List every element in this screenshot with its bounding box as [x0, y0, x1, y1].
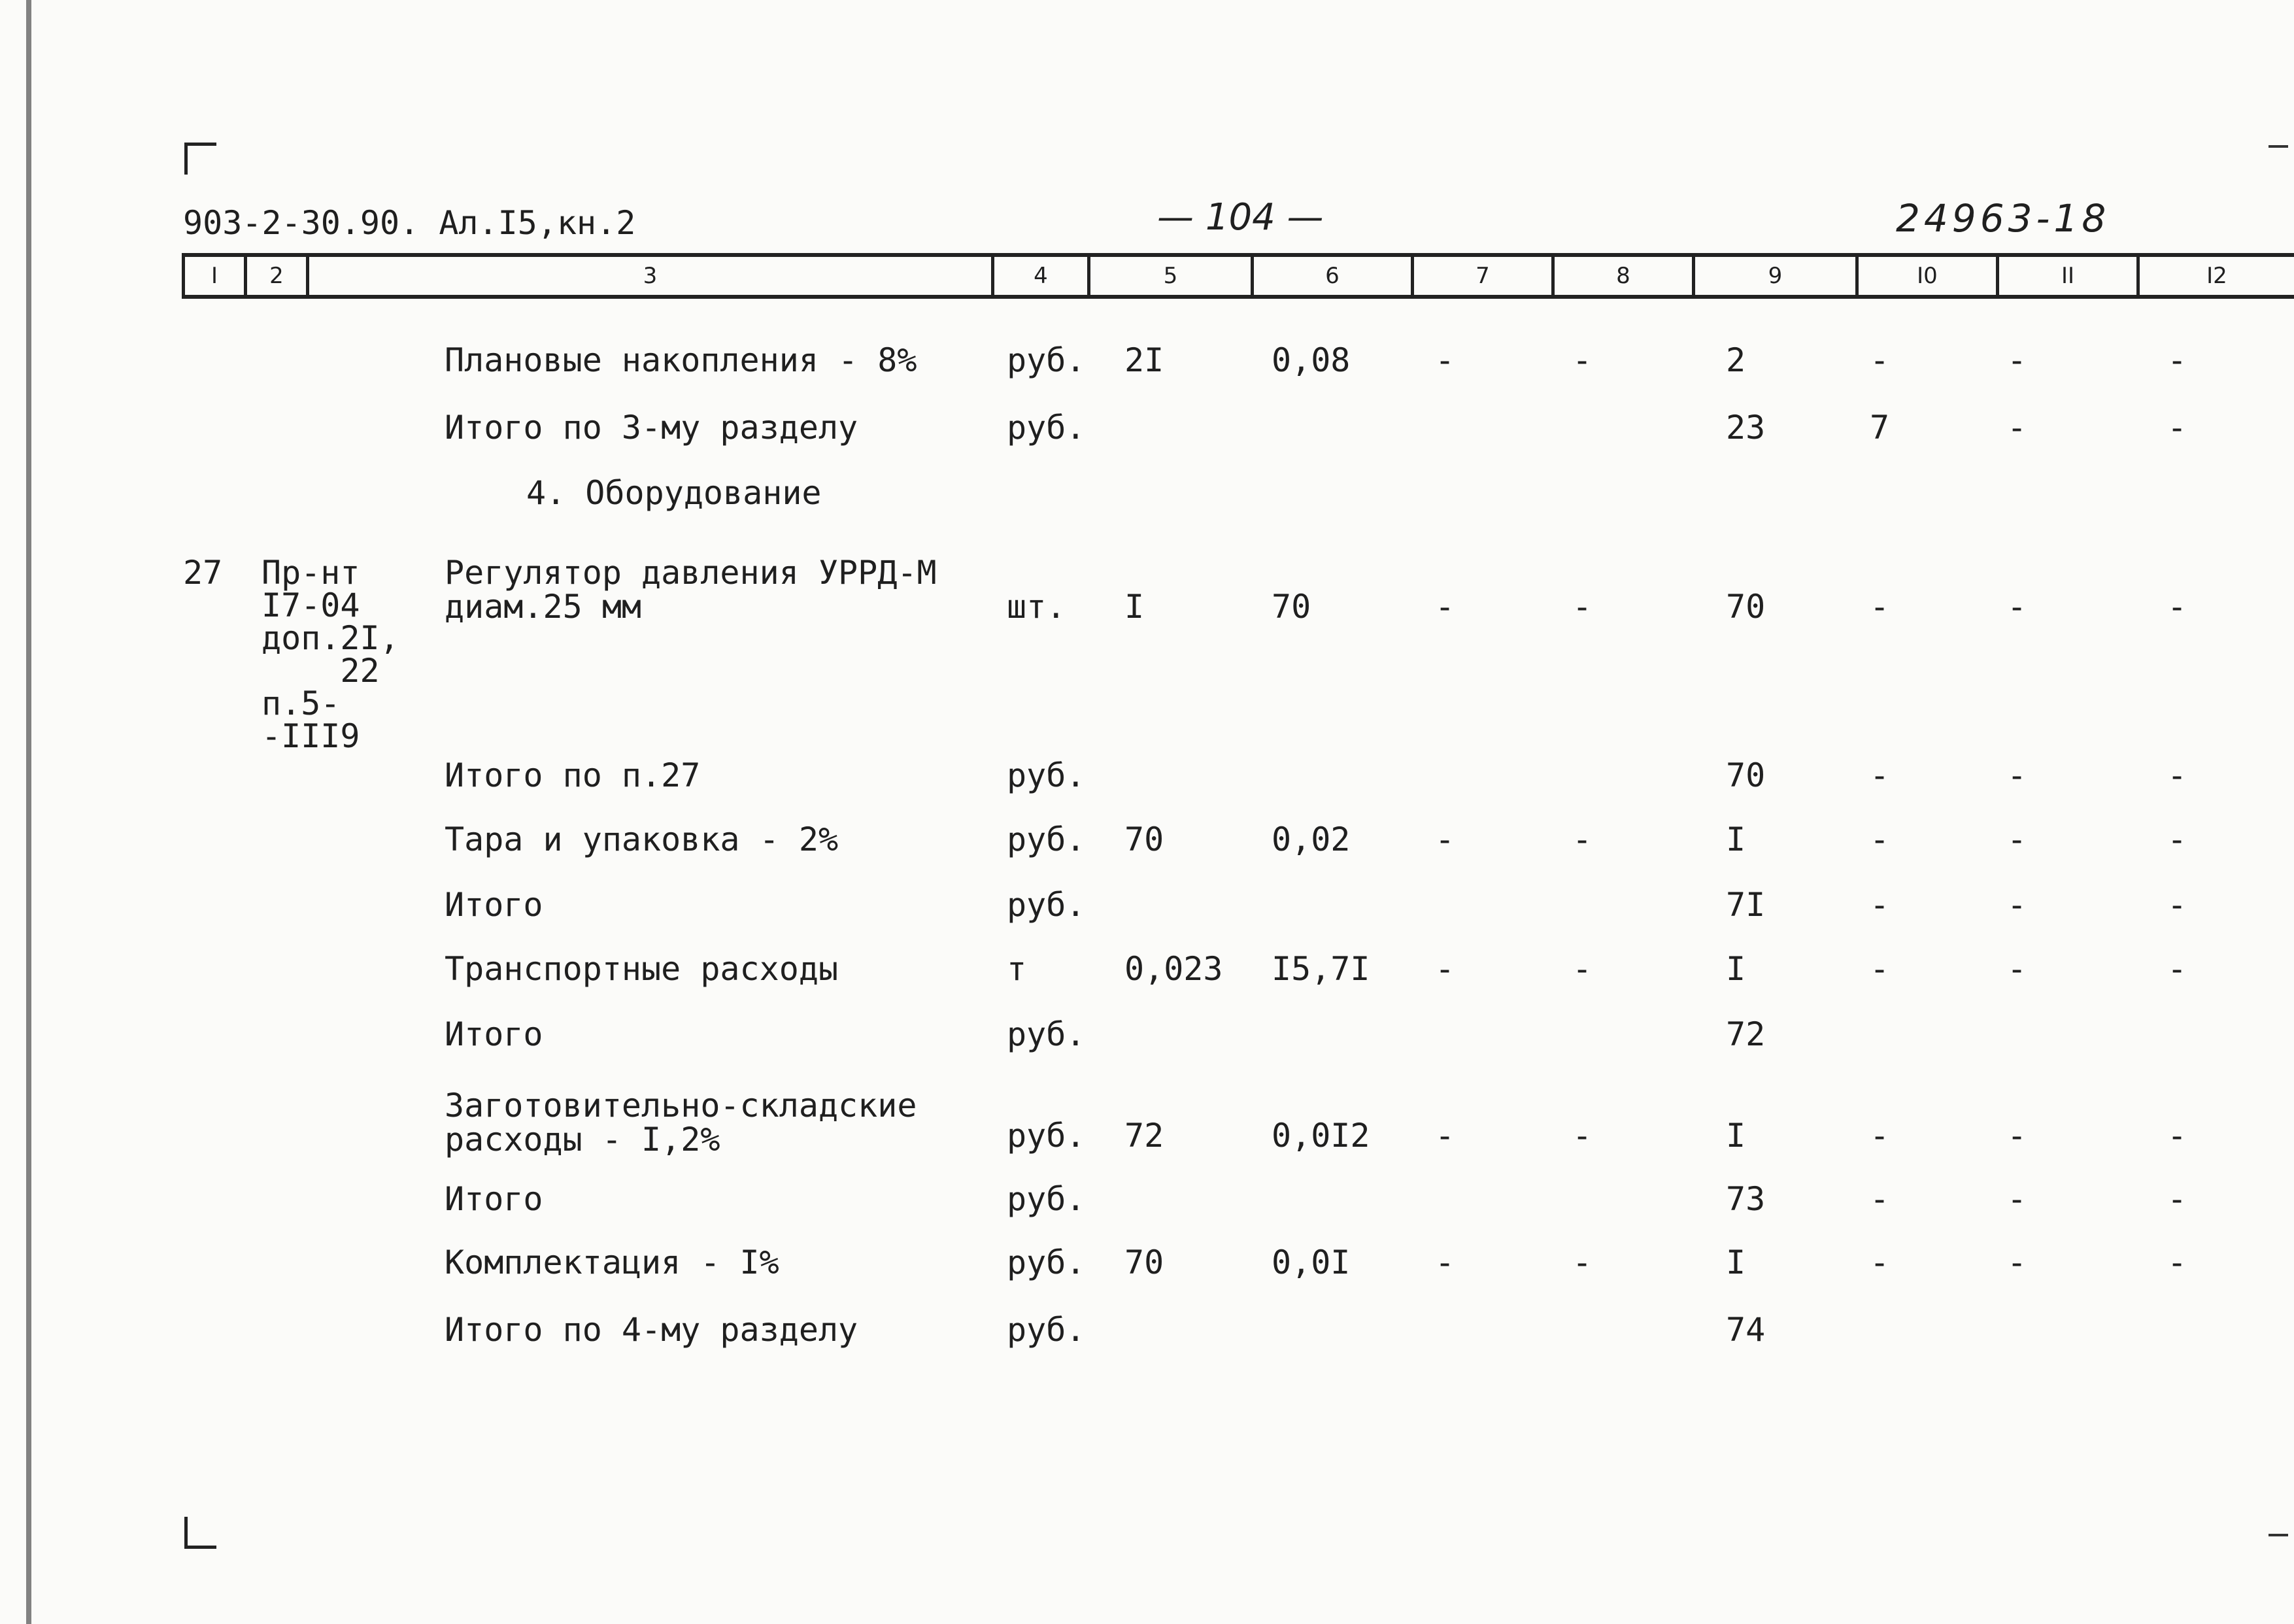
value-c10: - [1870, 1243, 1890, 1281]
item-name-line: Регулятор давления УРРД-М [445, 554, 937, 592]
value-c5: I [1124, 588, 1145, 626]
value-c11: - [2007, 756, 2027, 794]
value-c9: 70 [1726, 756, 1766, 794]
item-name-line: расходы - I,2% [445, 1121, 720, 1159]
value-c9: 70 [1726, 588, 1766, 626]
unit-cell: руб. [1007, 409, 1086, 447]
edge-tick-top-right [2269, 145, 2288, 148]
price-reference-line: п.5- [261, 685, 341, 722]
value-c5: 0,023 [1124, 950, 1223, 988]
value-c10: - [1870, 950, 1890, 988]
column-header-3: 3 [306, 257, 991, 295]
value-c11: - [2007, 1180, 2027, 1218]
value-c6: 0,0I2 [1272, 1117, 1370, 1155]
item-name: Тара и упаковка - 2% [445, 820, 839, 858]
column-header-12: I2 [2136, 257, 2294, 295]
corner-mark-top-left [184, 143, 216, 175]
value-c8: - [1572, 1243, 1593, 1281]
value-c12: - [2167, 1117, 2187, 1155]
value-c10: 7 [1870, 409, 1890, 447]
value-c6: 0,08 [1272, 341, 1351, 379]
value-c10: - [1870, 756, 1890, 794]
value-c5: 70 [1124, 1243, 1164, 1281]
value-c9: 72 [1726, 1015, 1766, 1053]
unit-cell: руб. [1007, 1015, 1086, 1053]
value-c6: 0,02 [1272, 820, 1351, 858]
value-c9: I [1726, 1243, 1746, 1281]
column-header-7: 7 [1411, 257, 1551, 295]
column-header-8: 8 [1551, 257, 1692, 295]
item-name: Транспортные расходы [445, 950, 839, 988]
item-name: Итого [445, 1180, 543, 1218]
value-c12: - [2167, 1243, 2187, 1281]
value-c8: - [1572, 341, 1593, 379]
value-c12: - [2167, 341, 2187, 379]
item-name: Комплектация - I% [445, 1243, 779, 1281]
value-c11: - [2007, 950, 2027, 988]
page-number: — 104 — [1157, 196, 1324, 239]
item-name: Итого [445, 886, 543, 924]
value-c11: - [2007, 1243, 2027, 1281]
column-header-4: 4 [991, 257, 1087, 295]
price-reference-line: Пр-нт [261, 554, 360, 592]
value-c5: 2I [1124, 341, 1164, 379]
value-c9: 74 [1726, 1311, 1766, 1349]
value-c12: - [2167, 820, 2187, 858]
value-c11: - [2007, 820, 2027, 858]
value-c7: - [1435, 588, 1455, 626]
column-header-11: II [1996, 257, 2136, 295]
sheet-number: 24963-18 [1896, 196, 2110, 241]
unit-cell: руб. [1007, 886, 1086, 924]
column-header-10: I0 [1855, 257, 1996, 295]
unit-cell: руб. [1007, 1311, 1086, 1349]
column-header-6: 6 [1251, 257, 1411, 295]
value-c6: I5,7I [1272, 950, 1370, 988]
value-c11: - [2007, 409, 2027, 447]
edge-tick-bottom-right [2269, 1534, 2288, 1536]
value-c9: 2 [1726, 341, 1746, 379]
item-name-line: диам.25 мм [445, 588, 642, 626]
value-c7: - [1435, 950, 1455, 988]
item-name: Итого [445, 1015, 543, 1053]
price-reference-line: 22 [261, 652, 380, 690]
value-c10: - [1870, 886, 1890, 924]
value-c6: 0,0I [1272, 1243, 1351, 1281]
value-c6: 70 [1272, 588, 1311, 626]
value-c5: 72 [1124, 1117, 1164, 1155]
value-c12: - [2167, 1180, 2187, 1218]
binding-edge [26, 0, 31, 1624]
value-c8: - [1572, 588, 1593, 626]
value-c9: I [1726, 950, 1746, 988]
value-c10: - [1870, 588, 1890, 626]
value-c12: - [2167, 588, 2187, 626]
value-c10: - [1870, 820, 1890, 858]
value-c10: - [1870, 1117, 1890, 1155]
value-c9: I [1726, 1117, 1746, 1155]
item-name: Итого по п.27 [445, 756, 701, 794]
value-c9: 23 [1726, 409, 1766, 447]
value-c7: - [1435, 1243, 1455, 1281]
unit-cell: руб. [1007, 341, 1086, 379]
unit-cell: шт. [1007, 588, 1066, 626]
column-header-bar [182, 253, 2294, 299]
value-c10: - [1870, 1180, 1890, 1218]
value-c7: - [1435, 341, 1455, 379]
corner-mark-bottom-left [184, 1517, 216, 1549]
value-c12: - [2167, 409, 2187, 447]
column-header-5: 5 [1087, 257, 1251, 295]
value-c9: 7I [1726, 886, 1766, 924]
item-name: Итого по 3-му разделу [445, 409, 858, 447]
unit-cell: руб. [1007, 756, 1086, 794]
column-header-9: 9 [1692, 257, 1855, 295]
position-number: 27 [183, 554, 223, 592]
section-title: 4. Оборудование [526, 474, 822, 512]
doc-code: 903-2-30.90. Ал.I5,кн.2 [183, 204, 636, 242]
unit-cell: т [1007, 950, 1027, 988]
value-c9: 73 [1726, 1180, 1766, 1218]
value-c8: - [1572, 950, 1593, 988]
unit-cell: руб. [1007, 820, 1086, 858]
unit-cell: руб. [1007, 1243, 1086, 1281]
column-header-2: 2 [244, 257, 306, 295]
value-c7: - [1435, 1117, 1455, 1155]
value-c11: - [2007, 886, 2027, 924]
value-c11: - [2007, 341, 2027, 379]
value-c7: - [1435, 820, 1455, 858]
value-c11: - [2007, 588, 2027, 626]
column-header-1: I [182, 257, 244, 295]
price-reference-line: I7-04 [261, 586, 360, 624]
value-c8: - [1572, 820, 1593, 858]
value-c8: - [1572, 1117, 1593, 1155]
price-reference-line: доп.2I, [261, 619, 399, 657]
value-c12: - [2167, 756, 2187, 794]
item-name: Плановые накопления - 8% [445, 341, 917, 379]
value-c12: - [2167, 886, 2187, 924]
unit-cell: руб. [1007, 1180, 1086, 1218]
value-c10: - [1870, 341, 1890, 379]
value-c5: 70 [1124, 820, 1164, 858]
value-c11: - [2007, 1117, 2027, 1155]
price-reference-line: -III9 [261, 717, 360, 755]
item-name-line: Заготовительно-складские [445, 1087, 917, 1125]
value-c12: - [2167, 950, 2187, 988]
value-c9: I [1726, 820, 1746, 858]
page-number-value: 104 [1205, 196, 1275, 239]
item-name: Итого по 4-му разделу [445, 1311, 858, 1349]
unit-cell: руб. [1007, 1117, 1086, 1155]
